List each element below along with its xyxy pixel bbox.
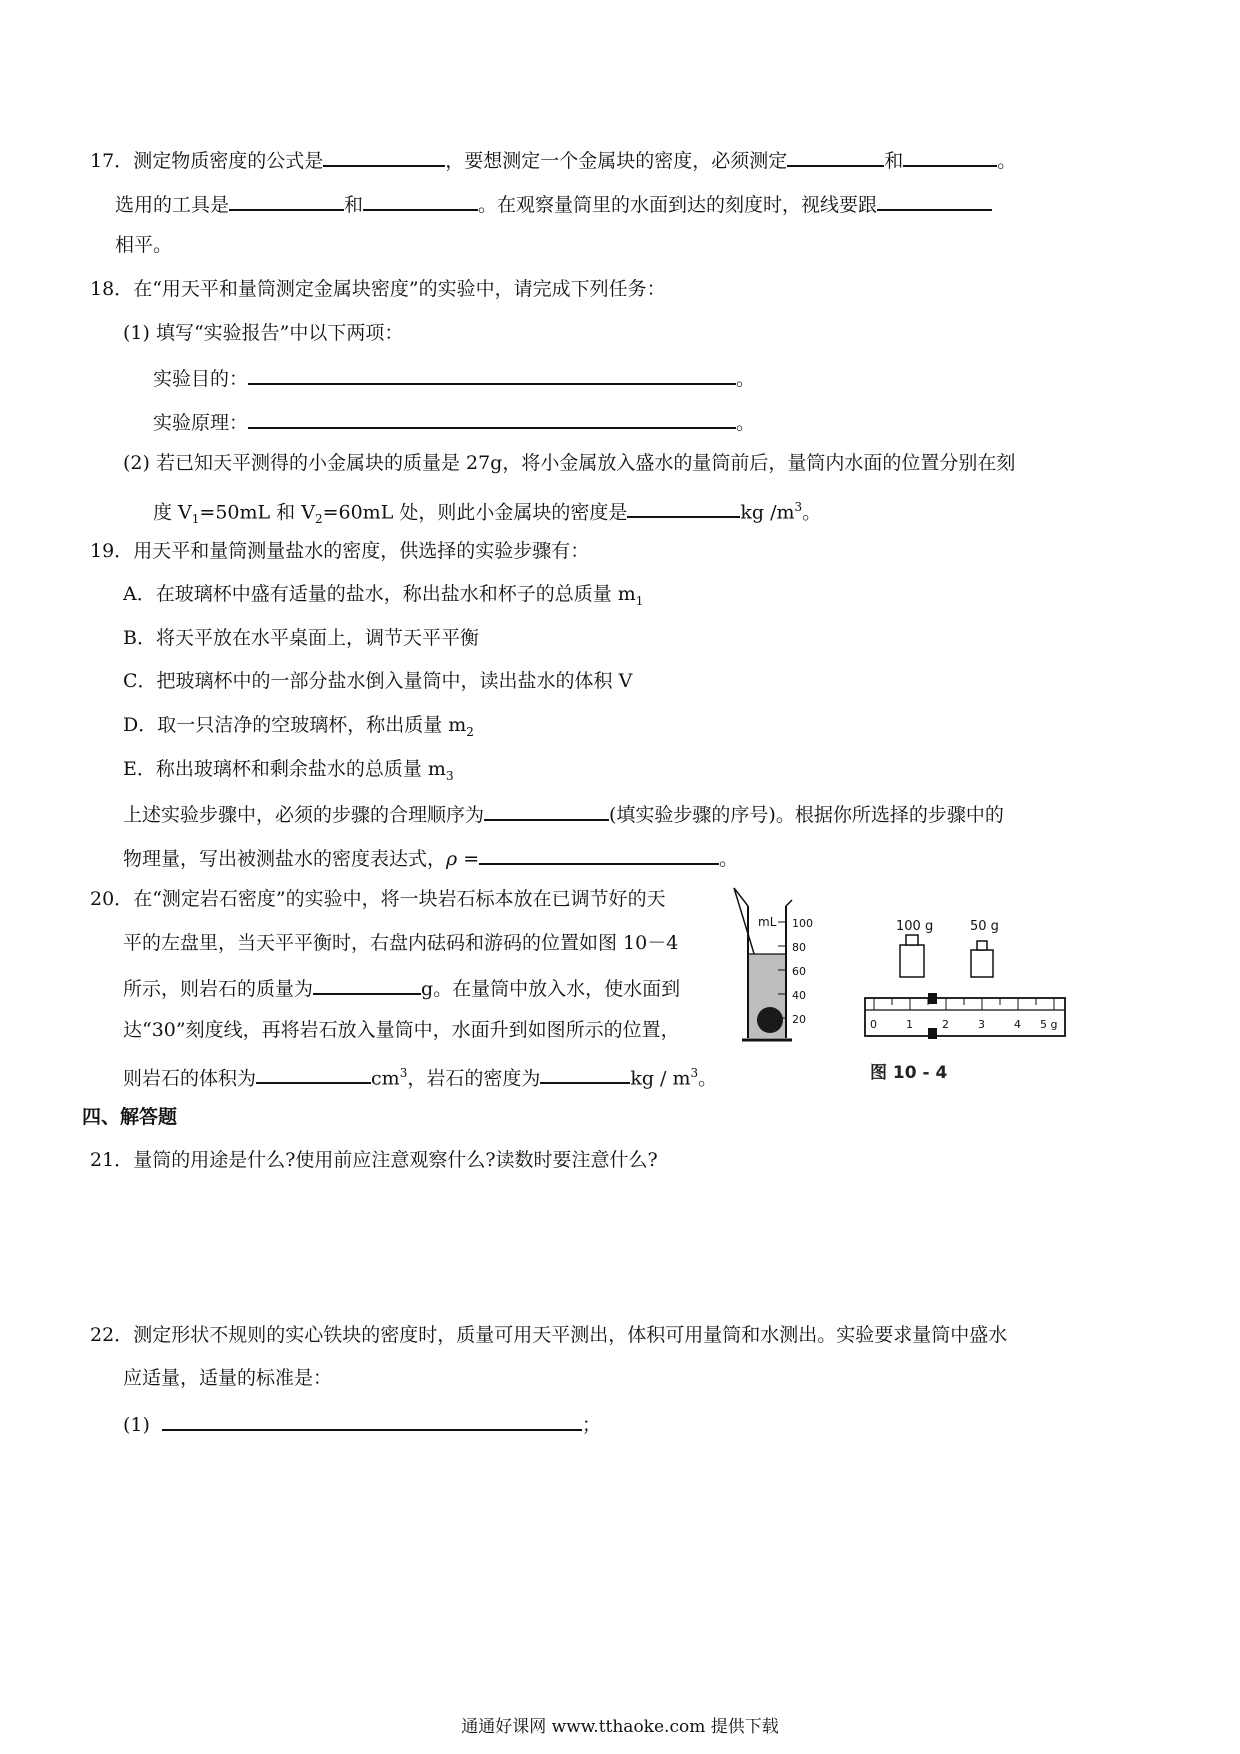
q19-blank-order[interactable]	[484, 799, 609, 821]
q20-line-4: 达“30”刻度线，再将岩石放入量筒中，水面升到如图所示的位置，	[123, 1019, 680, 1041]
q18-blank-density[interactable]	[627, 496, 740, 518]
q17-blank-tool-1[interactable]	[229, 189, 344, 211]
q17-line-1: 17．测定物质密度的公式是 ，要想测定一个金属块的密度，必须测定 和 。	[90, 145, 1016, 174]
q18-line-1: 18．在“用天平和量筒测定金属块密度”的实验中，请完成下列任务：	[90, 278, 666, 300]
q22-part-1: (1) ；	[123, 1409, 601, 1438]
weight-50g-label: 50 g	[970, 919, 999, 934]
ruler-tick-3: 3	[978, 1018, 985, 1031]
q22-number: 22．	[90, 1324, 134, 1346]
q21-number: 21．	[90, 1149, 134, 1171]
q18-part-2b: 度 $V_1=50mL$ 和 $V_2=60mL$ 处，则此小金属块的密度是 kg $/m^3$。	[153, 494, 821, 532]
q17-blank-quantity-2[interactable]	[903, 145, 997, 167]
cylinder-unit-label: mL	[758, 915, 777, 929]
q20-line-3: 所示，则岩石的质量为 g。在量筒中放入水，使水面到	[123, 973, 680, 1002]
q19-step-a: A．在玻璃杯中盛有适量的盐水，称出盐水和杯子的总质量 $m_1$	[123, 583, 644, 608]
q18-principle-line: 实验原理： 。	[153, 407, 755, 436]
q21-line: 21．量筒的用途是什么?使用前应注意观察什么?读数时要注意什么?	[90, 1149, 658, 1171]
ruler-tick-2: 2	[942, 1018, 949, 1031]
q19-blank-expression[interactable]	[479, 843, 719, 865]
q17-number: 17．	[90, 150, 134, 172]
q22-blank-1[interactable]	[162, 1409, 582, 1431]
q19-step-e: E．称出玻璃杯和剩余盐水的总质量 $m_3$	[123, 758, 454, 783]
q20-blank-volume[interactable]	[256, 1062, 371, 1084]
q19-step-c: C．把玻璃杯中的一部分盐水倒入量筒中，读出盐水的体积 V	[123, 670, 633, 692]
q22-line-2: 应适量，适量的标准是：	[123, 1367, 333, 1389]
cyl-tick-80: 80	[792, 941, 806, 954]
q17-line-3: 相平。	[115, 234, 173, 256]
q18-purpose-line: 实验目的： 。	[153, 363, 755, 392]
cyl-tick-100: 100	[792, 917, 813, 930]
q19-line-1: 19．用天平和量筒测量盐水的密度，供选择的实验步骤有：	[90, 540, 590, 562]
q18-part-1: (1) 填写“实验报告”中以下两项：	[123, 322, 404, 344]
q18-number: 18．	[90, 278, 134, 300]
q20-blank-mass[interactable]	[313, 973, 421, 995]
q20-blank-density[interactable]	[540, 1062, 630, 1084]
rider-marker-bottom	[928, 1028, 937, 1039]
q18-part-2a: (2) 若已知天平测得的小金属块的质量是 27g，将小金属放入盛水的量筒前后，量筒内水面的位置分别在刻	[123, 452, 1016, 474]
figure-caption: 图 10 - 4	[870, 1063, 948, 1083]
q22-line-1: 22．测定形状不规则的实心铁块的密度时，质量可用天平测出，体积可用量筒和水测出。实验要求量筒中盛水	[90, 1324, 1008, 1346]
q20-number: 20．	[90, 888, 134, 910]
q17-blank-sightline[interactable]	[877, 189, 992, 211]
weight-100g	[900, 935, 924, 977]
q19-step-d: D．取一只洁净的空玻璃杯，称出质量 $m_2$	[123, 714, 474, 739]
rider-ruler	[865, 998, 1065, 1036]
cyl-tick-40: 40	[792, 989, 806, 1002]
q19-order-line: 上述实验步骤中，必须的步骤的合理顺序为 (填实验步骤的序号)。根据你所选择的步骤中的	[123, 799, 1004, 828]
q20-line-1: 20．在“测定岩石密度”的实验中，将一块岩石标本放在已调节好的天	[90, 888, 666, 910]
page-footer: 通通好课网 www.tthaoke.com 提供下载	[461, 1717, 779, 1737]
q19-number: 19．	[90, 540, 134, 562]
ruler-tick-0: 0	[870, 1018, 877, 1031]
ruler-tick-4: 4	[1014, 1018, 1021, 1031]
q17-line-2: 选用的工具是 和 。在观察量筒里的水面到达的刻度时，视线要跟	[115, 189, 992, 218]
cyl-tick-20: 20	[792, 1013, 806, 1026]
q17-blank-tool-2[interactable]	[363, 189, 478, 211]
q19-expression-line: 物理量，写出被测盐水的密度表达式，ρ = 。	[123, 843, 738, 872]
ruler-tick-5: 5 g	[1040, 1018, 1058, 1031]
rock-sample	[757, 1007, 783, 1033]
weight-50g	[971, 941, 993, 977]
q18-blank-purpose[interactable]	[248, 363, 736, 385]
ruler-tick-1: 1	[906, 1018, 913, 1031]
q17-blank-formula[interactable]	[323, 145, 445, 167]
q18-blank-principle[interactable]	[248, 407, 736, 429]
q19-step-b: B．将天平放在水平桌面上，调节天平平衡	[123, 627, 479, 649]
q20-line-2: 平的左盘里，当天平平衡时，右盘内砝码和游码的位置如图 10－4	[123, 932, 679, 954]
cyl-tick-60: 60	[792, 965, 806, 978]
q20-line-5: 则岩石的体积为 $cm^3$，岩石的密度为 kg / $m^3$。	[123, 1060, 717, 1091]
weight-100g-label: 100 g	[896, 919, 934, 934]
figure-10-4	[730, 878, 1200, 1098]
q17-blank-quantity-1[interactable]	[787, 145, 884, 167]
rider-marker-top	[928, 993, 937, 1004]
section-4-title: 四、解答题	[82, 1106, 178, 1128]
rho-symbol: ρ =	[446, 848, 480, 870]
